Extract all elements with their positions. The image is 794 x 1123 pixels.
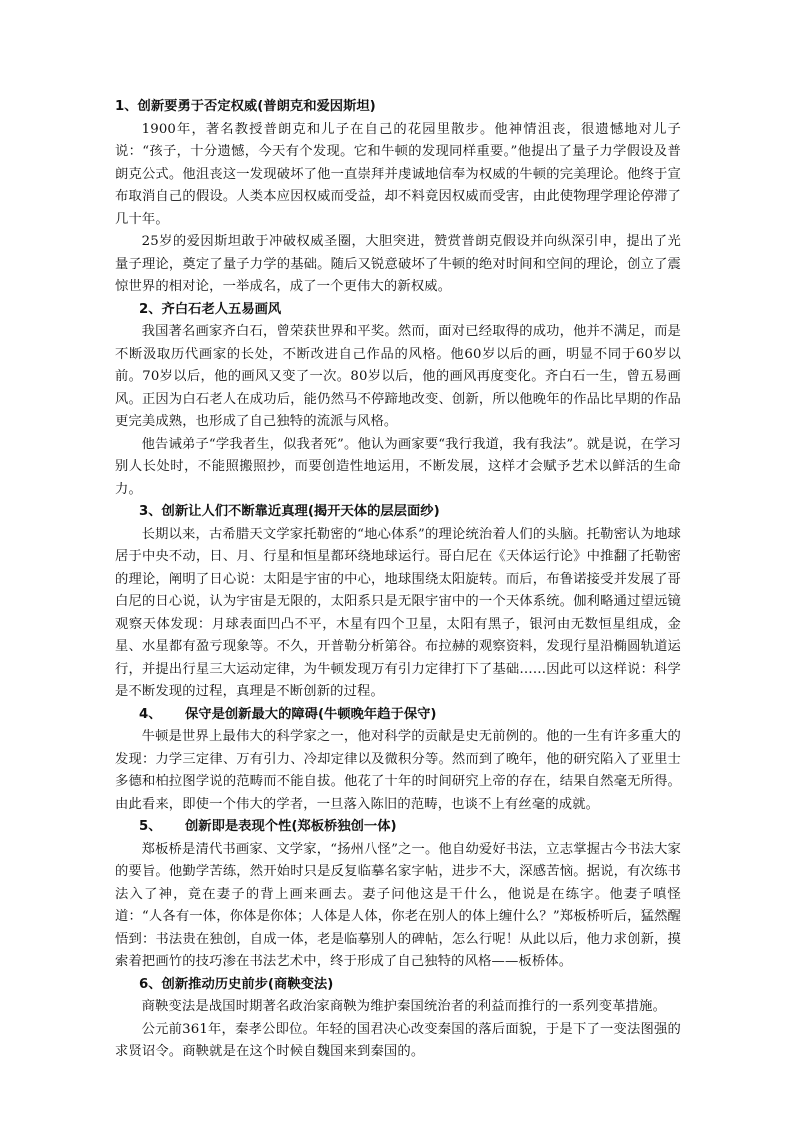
paragraph: 1900年，著名教授普朗克和儿子在自己的花园里散步。他神情沮丧，很遗憾地对儿子说：“孩子，十分遗憾，今天有个发现。它和牛顿的发现同样重要。”他提出了量子力学假设及普朗克公式。他沮丧这一发现破坏了他一直崇拜并虔诚地信奉为权威的牛顿的完美理论。他终于宣布取消自己的假设。人类本应因权威而受益，却不料竟因权威而受害，由此使物理学理论停滞了几十年。 xyxy=(115,121,681,227)
paragraph: 牛顿是世界上最伟大的科学家之一，他对科学的贡献是史无前例的。他的一生有许多重大的发现：力学三定律、万有引力、冷却定律以及微积分等。然而到了晚年，他的研究陷入了亚里士多德和柏拉图学说的范畴而不能自拔。他花了十年的时间研究上帝的存在，结果自然毫无所得。由此看来，即使一个伟大的学者，一旦落入陈旧的范畴，也谈不上有丝毫的成就。 xyxy=(115,729,681,812)
paragraph: 25岁的爱因斯坦敢于冲破权威圣圈，大胆突进，赞赏普朗克假设并向纵深引申，提出了光量子理论，奠定了量子力学的基础。随后又锐意破坏了牛顿的绝对时间和空间的理论，创立了震惊世界的相对论，一举成名，成了一个更伟大的新权威。 xyxy=(115,234,681,294)
paragraph: 我国著名画家齐白石，曾荣获世界和平奖。然而，面对已经取得的成功，他并不满足，而是不断汲取历代画家的长处，不断改进自己作品的风格。他60岁以后的画，明显不同于60岁以前。70岁以后，他的画风又变了一次。80岁以后，他的画风再度变化。齐白石一生，曾五易画风。正因为白石老人在成功后，能仍然马不停蹄地改变、创新，所以他晚年的作品比早期的作品更完美成熟，也形成了自己独特的流派与风格。 xyxy=(115,324,681,429)
section-number: 5、 xyxy=(139,819,162,834)
section-1 xyxy=(115,96,681,299)
section-number: 4、 xyxy=(139,706,162,722)
section-6 xyxy=(115,974,681,1064)
paragraph: 公元前361年，秦孝公即位。年轻的国君决心改变秦国的落后面貌，于是下了一变法图强的求贤诏令。商鞅就是在这个时候自魏国来到秦国的。 xyxy=(115,1021,681,1059)
section-heading: 3、创新让人们不断靠近真理(揭开天体的层层面纱) xyxy=(139,504,440,519)
document-page xyxy=(115,96,681,1064)
paragraph: 长期以来，古希腊天文学家托勒密的“地心体系”的理论统治着人们的头脑。托勒密认为地球居于中央不动，日、月、行星和恒星都环绕地球运行。哥白尼在《天体运行论》中推翻了托勒密的理论，阐明了日心说：太阳是宇宙的中心，地球围绕太阳旋转。而后，布鲁诺接受并发展了哥白尼的日心说，认为宇宙是无限的，太阳系只是无限宇宙中的一个天体系统。伽利略通过望远镜观察天体发现：月球表面凹凸不平，木星有四个卫星，太阳有黑子，银河由无数恒星组成，金星、水星都有盈亏现象等。不久，开普勒分析第谷。布拉赫的观察资料，发现行星沿椭圆轨道运行，并提出行星三大运动定律，为牛顿发现万有引力定律打下了基础……因此可以这样说：科学是不断发现的过程，真理是不断创新的过程。 xyxy=(115,526,681,699)
paragraph: 他告诫弟子“学我者生，似我者死”。他认为画家要“我行我道，我有我法”。就是说，在学习别人长处时，不能照搬照抄，而要创造性地运用，不断发展，这样才会赋予艺术以鲜活的生命力。 xyxy=(115,436,681,497)
section-title: 保守是创新最大的障碍(牛顿晚年趋于保守) xyxy=(185,706,437,722)
section-3 xyxy=(115,501,681,704)
paragraph: 郑板桥是清代书画家、文学家，“扬州八怪”之一。他自幼爱好书法，立志掌握古今书法大家的要旨。他勤学苦练，然开始时只是反复临摹名家字帖，进步不大，深感苦恼。据说，有次练书法入了神，竟在妻子的背上画来画去。妻子问他这是干什么，他说是在练字。他妻子嗔怪道：“人各有一体，你体是你体；人体是人体，你老在别人的体上缠什么？”郑板桥听后，猛然醒悟到：书法贵在独创，自成一体，老是临摹别人的碑帖，怎么行呢！从此以后，他力求创新，摸索着把画竹的技巧渗在书法艺术中，终于形成了自己独特的风格——板桥体。 xyxy=(115,841,681,969)
section-2 xyxy=(115,299,681,502)
section-heading: 2、齐白石老人五易画风 xyxy=(139,301,282,317)
section-heading: 1、创新要勇于否定权威(普朗克和爱因斯坦) xyxy=(115,99,376,114)
section-title: 创新即是表现个性(郑板桥独创一体) xyxy=(185,819,397,834)
paragraph: 商鞅变法是战国时期著名政治家商鞅为维护秦国统治者的利益而推行的一系列变革措施。 xyxy=(141,999,667,1014)
section-heading: 6、创新推动历史前步(商鞅变法) xyxy=(139,976,334,992)
section-heading xyxy=(115,816,681,839)
section-4 xyxy=(115,704,681,817)
section-5 xyxy=(115,816,681,974)
section-heading xyxy=(115,704,681,727)
